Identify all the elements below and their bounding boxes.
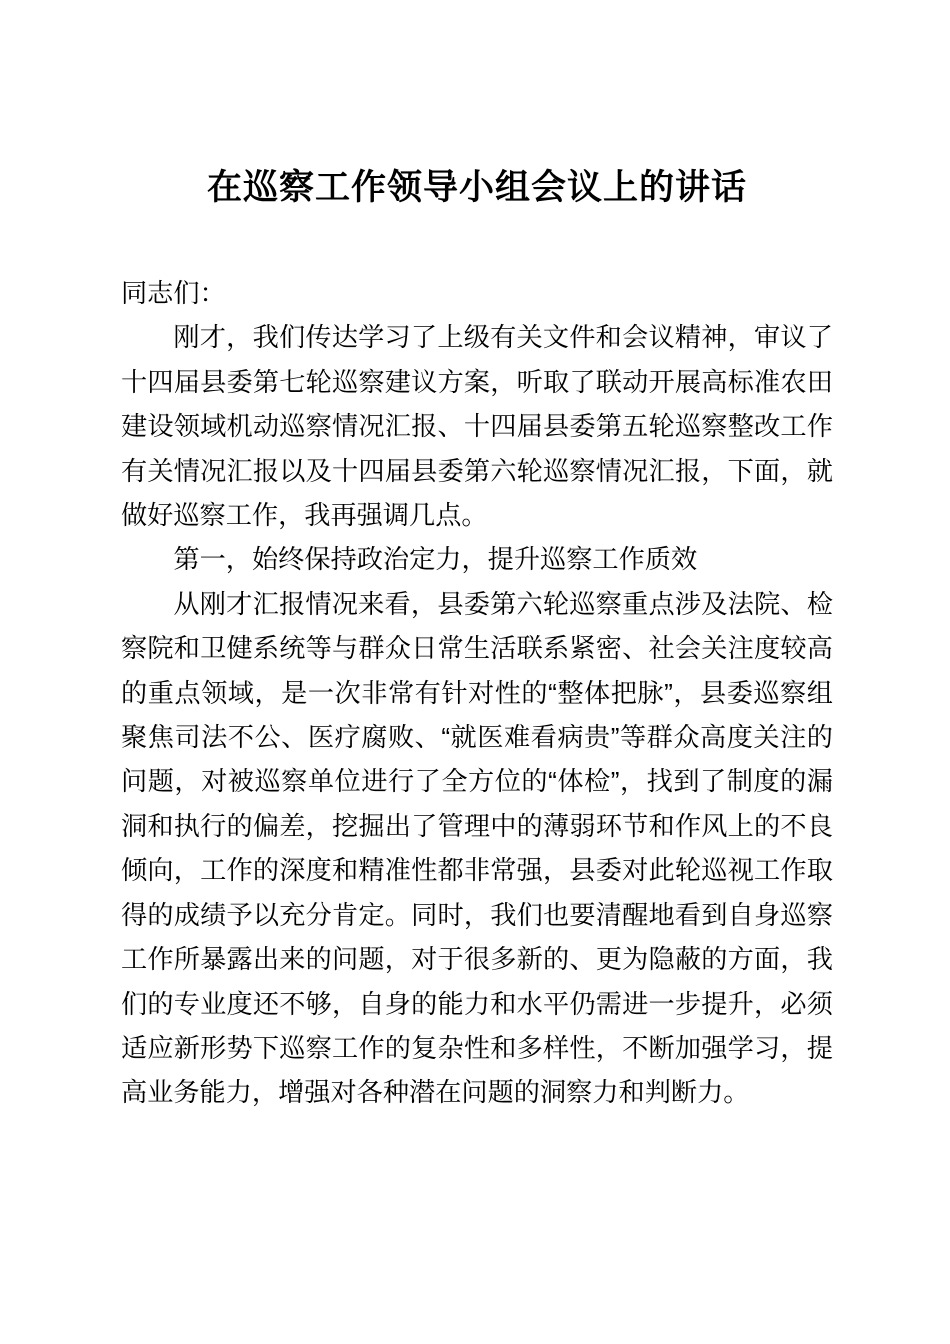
- section-heading: 第一，始终保持政治定力，提升巡察工作质效: [173, 544, 698, 575]
- body-paragraph: 从刚才汇报情况来看，县委第六轮巡察重点涉及法院、检察院和卫健系统等与群众日常生活联系紧密、社会关注度较高的重点领域，是一次非常有针对性的“整体把脉”，县委巡察组聚焦司法不公、医疗腐败、“就医难看病贵”等群众高度关注的问题，对被巡察单位进行了全方位的“体检”，找到了制度的漏洞和执行的偏差，挖掘出了管理中的薄弱环节和作风上的不良倾向，工作的深度和精准性都非常强，县委对此轮巡视工作取得的成绩予以充分肯定。同时，我们也要清醒地看到自身巡察工作所暴露出来的问题，对于很多新的、更为隐蔽的方面，我们的专业度还不够，自身的能力和水平仍需进一步提升，必须适应新形势下巡察工作的复杂性和多样性，不断加强学习，提高业务能力，增强对各种潜在问题的洞察力和判断力。: [121, 588, 833, 1108]
- document-title: 在巡察工作领导小组会议上的讲话: [206, 168, 747, 207]
- document-body: [121, 271, 833, 1115]
- salutation-line: 同志们：: [121, 278, 226, 308]
- body-paragraph: 刚才，我们传达学习了上级有关文件和会议精神，审议了十四届县委第七轮巡察建议方案，听取了联动开展高标准农田建设领域机动巡察情况汇报、十四届县委第五轮巡察整改工作有关情况汇报以及十四届县委第六轮巡察情况汇报，下面，就做好巡察工作，我再强调几点。: [121, 322, 833, 531]
